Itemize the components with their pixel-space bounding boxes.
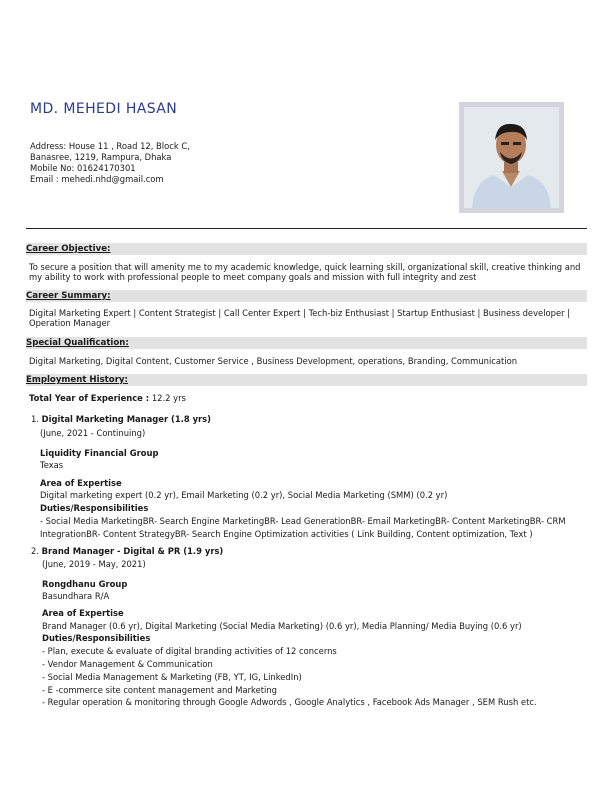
header-divider bbox=[26, 228, 587, 229]
job-1-expertise: Digital marketing expert (0.2 yr), Email Marketing (0.2 yr), Social Media Marketing (SMM) (0.2 yr) bbox=[40, 490, 448, 500]
job-1-title: Digital Marketing Manager (1.8 yrs) bbox=[41, 414, 211, 424]
address-line-1: Address: House 11 , Road 12, Block C, bbox=[30, 141, 190, 151]
job-1-location: Texas bbox=[40, 460, 64, 470]
total-experience-value: 12.2 yrs bbox=[151, 393, 186, 403]
employment-history-title: Employment History: bbox=[26, 375, 128, 385]
job-2-duty: - Plan, execute & evaluate of digital branding activities of 12 concerns bbox=[42, 646, 337, 656]
career-objective-heading bbox=[26, 243, 587, 255]
profile-photo bbox=[464, 107, 559, 208]
job-1-duty: - Social Media MarketingBR- Search Engine MarketingBR- Lead GenerationBR- Email MarketingBR- Content MarketingBR- CRM bbox=[40, 516, 566, 526]
job-1-header bbox=[31, 414, 211, 424]
career-objective-text: To secure a position that will amenity me to my academic knowledge, quick learning skill, organizational skill, creative thinking and my ability to work with professional people to meet company goals and mission with full integrity and zest bbox=[29, 262, 581, 282]
job-1-number: 1. bbox=[31, 414, 39, 424]
job-1-duties-label: Duties/Responsibilities bbox=[40, 503, 149, 513]
job-2-duty: - Regular operation & monitoring through Google Adwords , Google Analytics , Facebook Ads Manager , SEM Rush etc. bbox=[42, 697, 537, 707]
job-2-period: (June, 2019 - May, 2021) bbox=[42, 559, 146, 569]
career-objective-title: Career Objective: bbox=[26, 244, 111, 254]
candidate-name: MD. MEHEDI HASAN bbox=[30, 101, 178, 117]
career-summary-text: Digital Marketing Expert | Content Strategist | Call Center Expert | Tech-biz Enthusiast | Startup Enthusiast | Business developer | Operation Manager bbox=[29, 308, 571, 328]
job-2-number: 2. bbox=[31, 546, 39, 556]
job-1-expertise-label: Area of Expertise bbox=[40, 478, 122, 488]
job-2-duty: - E -commerce site content management and Marketing bbox=[42, 685, 277, 695]
employment-history-heading bbox=[26, 374, 587, 386]
mobile-number: Mobile No: 01624170301 bbox=[30, 163, 136, 173]
job-2-header bbox=[31, 546, 223, 556]
job-2-location: Basundhara R/A bbox=[42, 591, 110, 601]
total-experience-label: Total Year of Experience : bbox=[29, 393, 150, 403]
career-summary-heading bbox=[26, 290, 587, 302]
address-line-2: Banasree, 1219, Rampura, Dhaka bbox=[30, 152, 172, 162]
job-1-duty: IntegrationBR- Content StrategyBR- Search Engine Optimization activities ( Link Building, Content optimization, Text ) bbox=[40, 529, 533, 539]
job-2-duty: - Vendor Management & Communication bbox=[42, 659, 213, 669]
job-1-period: (June, 2021 - Continuing) bbox=[40, 428, 146, 438]
email-address: Email : mehedi.nhd@gmail.com bbox=[30, 174, 164, 184]
job-2-title: Brand Manager - Digital & PR (1.9 yrs) bbox=[41, 546, 224, 556]
total-experience bbox=[29, 393, 186, 403]
career-summary-title: Career Summary: bbox=[26, 291, 111, 301]
job-2-duty: - Social Media Management & Marketing (FB, YT, IG, LinkedIn) bbox=[42, 672, 302, 682]
job-1-company: Liquidity Financial Group bbox=[40, 448, 159, 458]
person-portrait-icon bbox=[464, 107, 559, 208]
job-2-expertise-label: Area of Expertise bbox=[42, 608, 124, 618]
job-2-expertise: Brand Manager (0.6 yr), Digital Marketing (Social Media Marketing) (0.6 yr), Media Planning/ Media Buying (0.6 yr) bbox=[42, 621, 522, 631]
special-qualification-heading bbox=[26, 337, 587, 349]
job-2-company: Rongdhanu Group bbox=[42, 579, 128, 589]
contact-block bbox=[30, 141, 190, 185]
special-qualification-title: Special Qualification: bbox=[26, 338, 129, 348]
special-qualification-text: Digital Marketing, Digital Content, Customer Service , Business Development, operations, Branding, Communication bbox=[29, 356, 518, 366]
job-2-duties-label: Duties/Responsibilities bbox=[42, 633, 151, 643]
profile-photo-frame bbox=[459, 102, 564, 213]
